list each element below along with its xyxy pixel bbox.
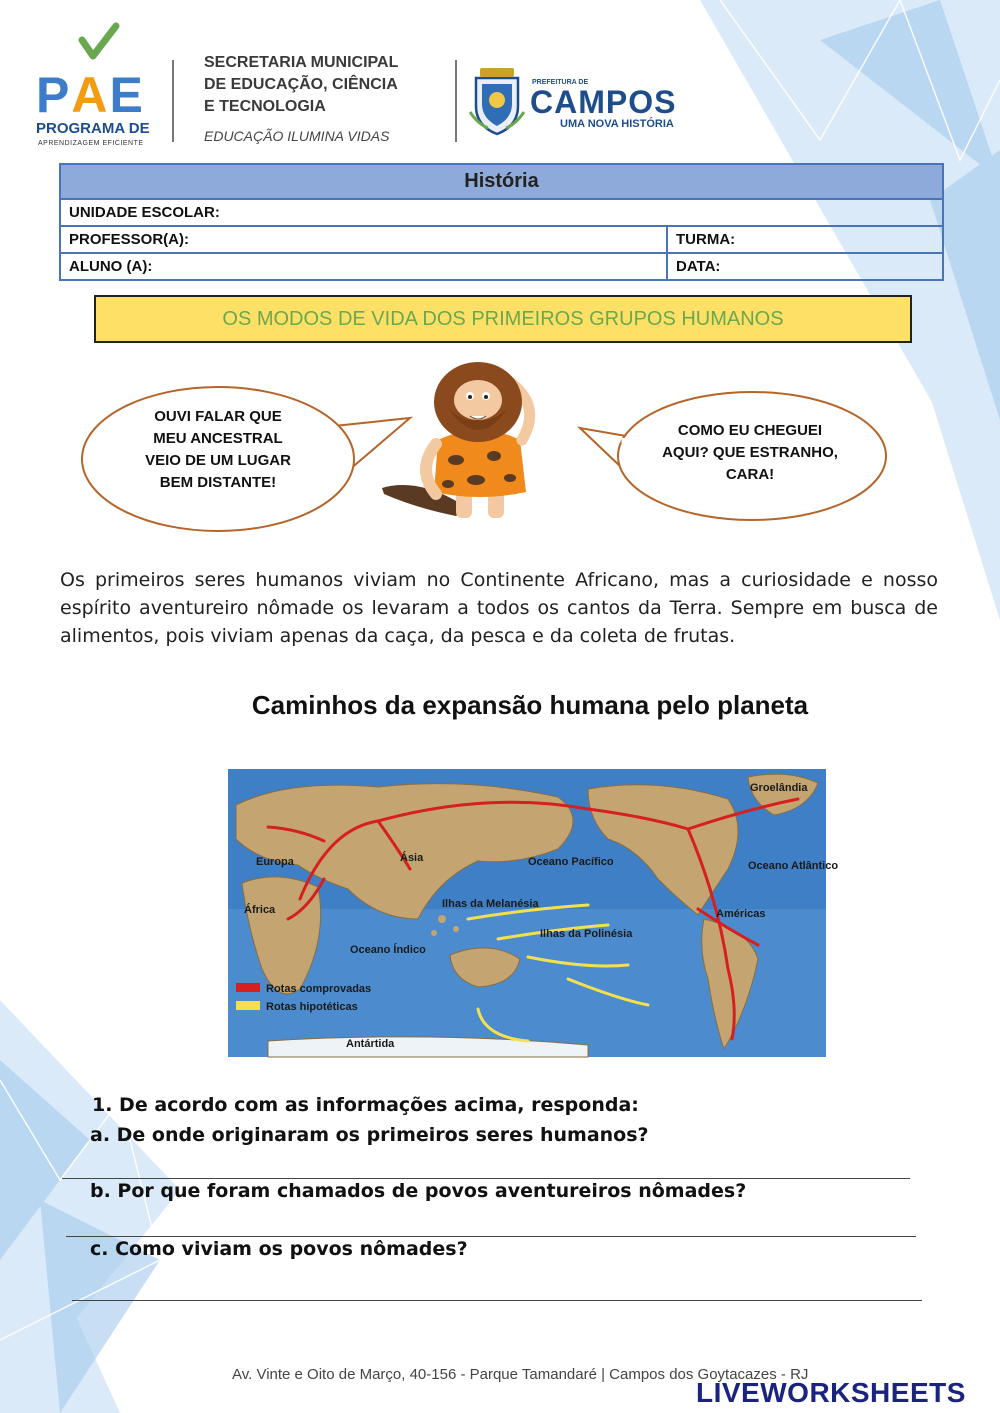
legend-label-proven: Rotas comprovadas <box>266 983 372 995</box>
secretaria-line-3: E TECNOLOGIA <box>204 98 326 115</box>
legend-label-hypothetical: Rotas hipotéticas <box>266 1001 358 1013</box>
map-title: Caminhos da expansão humana pelo planeta <box>251 690 809 720</box>
answer-line-b[interactable] <box>66 1236 916 1237</box>
subject-heading: História <box>61 165 942 200</box>
question-b: b. Por que foram chamados de povos aventureiros nômades? <box>90 1180 747 1202</box>
footer-address: Av. Vinte e Oito de Março, 40-156 - Parque Tamandaré | Campos dos Goytacazes - RJ <box>232 1366 809 1383</box>
map-label-europa: Europa <box>256 856 294 868</box>
speech-bubble-left-text: OUVI FALAR QUE MEU ANCESTRAL VEIO DE UM LUGAR BEM DISTANTE! <box>145 408 291 491</box>
map-label-atlantico: Oceano Atlântico <box>748 860 839 872</box>
table-row <box>61 227 942 254</box>
secretaria-line-1: SECRETARIA MUNICIPAL <box>204 54 399 71</box>
intro-paragraph: Os primeiros seres humanos viviam no Continente Africano, mas a curiosidade e nosso espírito aventureiro nômade os levaram a todos os cantos da Terra. Sempre em busca de alimentos, pois viviam apenas da caça, da pesca e da coleta de frutas. <box>60 569 938 647</box>
school-field-label[interactable]: UNIDADE ESCOLAR: <box>69 204 220 221</box>
answer-line-a[interactable] <box>62 1178 910 1179</box>
question-1: 1. De acordo com as informações acima, responda: <box>92 1094 639 1116</box>
secretaria-slogan: EDUCAÇÃO ILUMINA VIDAS <box>204 128 390 144</box>
map-label-antartida: Antártida <box>346 1038 395 1050</box>
date-field-label[interactable]: DATA: <box>676 258 721 275</box>
prefeitura-label: PREFEITURA DE <box>532 79 589 86</box>
campos-slogan: UMA NOVA HISTÓRIA <box>560 118 674 130</box>
pae-subtitle: PROGRAMA DE <box>36 120 150 137</box>
header-divider <box>172 60 174 142</box>
map-label-groenlandia: Groelândia <box>750 782 808 794</box>
liveworksheets-watermark: LIVEWORKSHEETS <box>696 1377 966 1408</box>
pae-logo <box>36 66 145 124</box>
question-a: a. De onde originaram os primeiros seres humanos? <box>90 1124 649 1146</box>
student-field-label[interactable]: ALUNO (A): <box>61 254 668 279</box>
map-label-polinesia: Ilhas da Polinésia <box>540 928 633 940</box>
class-field-label[interactable]: TURMA: <box>676 231 736 248</box>
table-row <box>61 254 942 279</box>
map-label-africa: África <box>244 904 276 916</box>
map-label-americas: Américas <box>716 908 766 920</box>
campos-logo: CAMPOS <box>530 84 677 120</box>
pae-letter-a: A <box>71 67 110 123</box>
header-divider-2 <box>455 60 457 142</box>
legend-swatch-hypothetical <box>236 1001 260 1010</box>
secretaria-line-2: DE EDUCAÇÃO, CIÊNCIA <box>204 76 398 93</box>
student-info-table <box>59 163 944 281</box>
teacher-field-label[interactable]: PROFESSOR(A): <box>61 227 668 252</box>
pae-subtitle-2: APRENDIZAGEM EFICIENTE <box>38 140 144 147</box>
world-map <box>228 769 839 1057</box>
answer-line-c[interactable] <box>72 1300 922 1301</box>
legend-swatch-proven <box>236 983 260 992</box>
speech-bubble-right-text: COMO EU CHEGUEI AQUI? QUE ESTRANHO, CARA! <box>662 422 838 483</box>
coat-of-arms-icon <box>470 66 524 136</box>
pae-letter-p: P <box>36 67 72 123</box>
caveman-illustration <box>376 360 586 528</box>
map-label-pacifico: Oceano Pacífico <box>528 856 614 868</box>
map-label-asia: Ásia <box>400 852 424 864</box>
secretaria-title <box>204 52 444 118</box>
lesson-title: OS MODOS DE VIDA DOS PRIMEIROS GRUPOS HUMANOS <box>94 295 912 343</box>
map-label-indico: Oceano Índico <box>350 944 426 956</box>
checkmark-icon <box>78 22 120 64</box>
table-row <box>61 200 942 227</box>
map-label-melanesia: Ilhas da Melanésia <box>442 898 539 910</box>
question-c: c. Como viviam os povos nômades? <box>90 1238 468 1260</box>
pae-letter-e: E <box>109 67 145 123</box>
